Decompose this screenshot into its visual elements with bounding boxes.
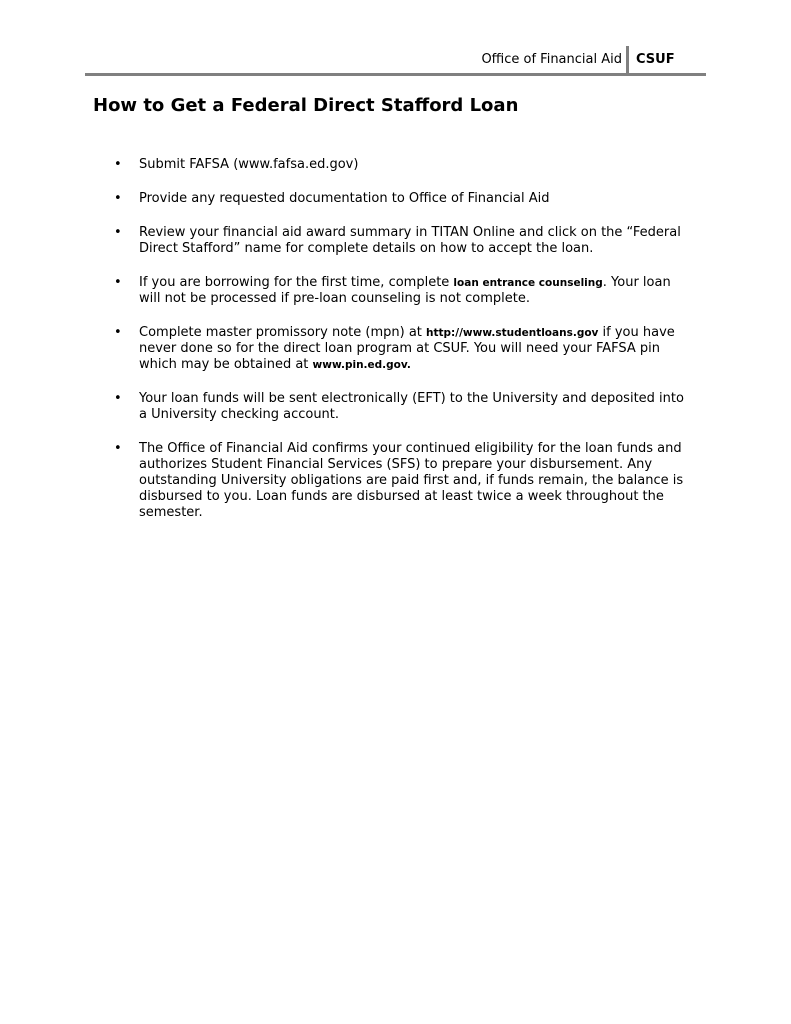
list-item: [114, 391, 691, 423]
list-item: [114, 157, 691, 173]
entrance-counseling-link[interactable]: loan entrance counseling: [453, 277, 603, 289]
step-text: The Office of Financial Aid confirms your continued eligibility for the loan funds and authorizes Student Financial Services (SFS) to prepare your disbursement. Any outstanding University obligations are paid first and, if funds remain, the balance is disbursed to you. Loan funds are disbursed at least twice a week throughout the semester.: [139, 441, 684, 520]
step-text: Your loan funds will be sent electronically (EFT) to the University and deposited into a University checking account.: [139, 391, 684, 422]
list-item: [114, 275, 691, 307]
step-text-start: Complete master promissory note (mpn) at: [139, 325, 427, 340]
list-item: [114, 191, 691, 207]
step-text: Provide any requested documentation to Office of Financial Aid: [139, 191, 550, 206]
step-text-end: . Your loan will not be processed if pre-loan counseling is not complete.: [139, 275, 671, 306]
page-title: How to Get a Federal Direct Stafford Loan: [93, 95, 519, 116]
header-rule: [85, 73, 706, 76]
page-header: [0, 46, 791, 76]
step-text: Submit FAFSA (www.fafsa.ed.gov): [139, 157, 359, 172]
steps-list: [114, 157, 691, 539]
step-text-start: If you are borrowing for the first time, complete: [139, 275, 454, 290]
bullet: •: [114, 275, 122, 290]
header-department: Office of Financial Aid: [481, 52, 622, 67]
step-text-middle: if you have never done so for the direct loan program at CSUF. You will need your FAFSA pin which may be obtained at: [139, 325, 675, 372]
bullet: •: [114, 191, 122, 206]
header-divider: [626, 46, 629, 74]
bullet: •: [114, 225, 122, 240]
list-item: [114, 441, 691, 521]
header-brand: CSUF: [636, 52, 675, 67]
studentloans-link[interactable]: http://www.studentloans.gov: [426, 327, 599, 339]
bullet: •: [114, 325, 122, 340]
bullet: •: [114, 157, 122, 172]
step-text: Review your financial aid award summary in TITAN Online and click on the “Federal Direct Stafford” name for complete details on how to accept the loan.: [139, 225, 681, 256]
pin-link[interactable]: www.pin.ed.gov.: [312, 359, 411, 371]
list-item: [114, 325, 691, 373]
list-item: [114, 225, 691, 257]
bullet: •: [114, 391, 122, 406]
bullet: •: [114, 441, 122, 456]
